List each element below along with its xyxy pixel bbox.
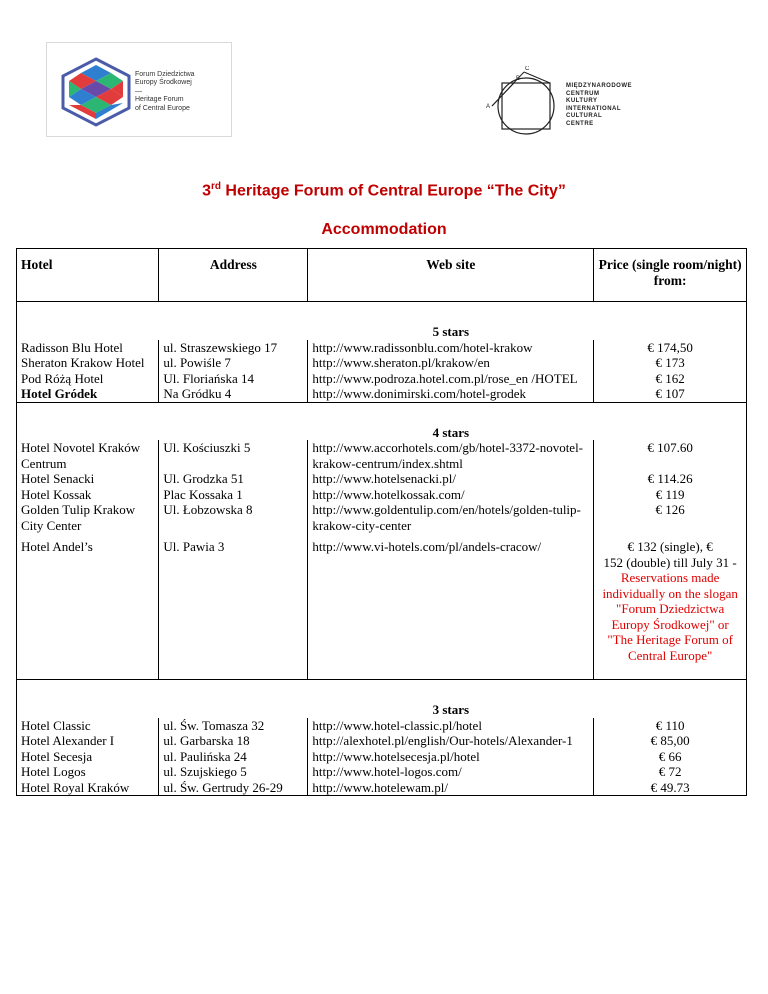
hotel-price — [594, 533, 747, 680]
hotel-address: ul. Paulińska 24 — [159, 749, 308, 765]
table-row — [17, 440, 747, 471]
header-web-site: Web site — [308, 249, 594, 302]
table-row — [17, 718, 747, 734]
page-subtitle: Accommodation — [321, 221, 447, 238]
hotel-website[interactable]: http://www.hotelsenacki.pl/ — [308, 471, 594, 487]
table-row — [17, 780, 747, 796]
table-row — [17, 749, 747, 765]
icc-logo-line: KULTURY — [566, 98, 598, 105]
category-row-5-stars — [17, 302, 747, 340]
table-row — [17, 487, 747, 503]
header-hotel: Hotel — [17, 249, 159, 302]
hotel-address: ul. Szujskiego 5 — [159, 764, 308, 780]
hotel-price: € 85,00 — [594, 733, 747, 749]
accommodation-table — [16, 248, 747, 796]
hotel-price: € 66 — [594, 749, 747, 765]
hotel-address: Plac Kossaka 1 — [159, 487, 308, 503]
hotel-address: Na Gródku 4 — [159, 386, 308, 402]
title-ordinal-suffix: rd — [210, 181, 221, 192]
hotel-website[interactable]: http://alexhotel.pl/english/Our-hotels/Alexander-1 — [308, 733, 594, 749]
hotel-website[interactable]: http://www.hotelewam.pl/ — [308, 780, 594, 796]
forum-hexagon-icon — [59, 57, 133, 127]
hotel-address: Ul. Pawia 3 — [159, 533, 308, 680]
icc-logo-text — [566, 83, 632, 129]
table-row — [17, 340, 747, 356]
hotel-website[interactable]: http://www.accorhotels.com/gb/hotel-3372-novotel-krakow-centrum/index.shtml — [308, 440, 594, 471]
hotel-address: Ul. Łobzowska 8 — [159, 502, 308, 533]
hotel-website[interactable]: http://www.hotel-logos.com/ — [308, 764, 594, 780]
hotel-name: Pod Różą Hotel — [17, 371, 159, 387]
hotel-website[interactable]: http://www.hotelsecesja.pl/hotel — [308, 749, 594, 765]
title-text: Heritage Forum of Central Europe “The City” — [220, 182, 566, 200]
forum-logo-line: of Central Europe — [135, 104, 190, 112]
hotel-price: € 174,50 — [594, 340, 747, 356]
table-row — [17, 471, 747, 487]
hotel-website[interactable]: http://www.vi-hotels.com/pl/andels-cracow/ — [308, 533, 594, 680]
hotel-price: € 72 — [594, 764, 747, 780]
hotel-name: Hotel Gródek — [17, 386, 159, 402]
hotel-name: Hotel Novotel Kraków Centrum — [17, 440, 159, 471]
header-address: Address — [159, 249, 308, 302]
hotel-address: ul. Św. Gertrudy 26-29 — [159, 780, 308, 796]
hotel-website[interactable]: http://www.podroza.hotel.com.pl/rose_en /HOTEL — [308, 371, 594, 387]
category-row-4-stars — [17, 402, 747, 440]
forum-logo-text — [135, 71, 195, 113]
hotel-name: Hotel Senacki — [17, 471, 159, 487]
category-label: 3 stars — [308, 680, 594, 718]
hotel-price: € 49.73 — [594, 780, 747, 796]
table-row — [17, 502, 747, 533]
table-header-row — [17, 249, 747, 302]
hotel-address: Ul. Kościuszki 5 — [159, 440, 308, 471]
hotel-address: Ul. Floriańska 14 — [159, 371, 308, 387]
hotel-price-single: € 132 (single), € — [627, 539, 713, 554]
page-title — [0, 181, 768, 200]
forum-logo-line: Europy Środkowej — [135, 79, 192, 87]
hotel-price: € 114.26 — [594, 471, 747, 487]
table-row — [17, 733, 747, 749]
hotel-name: Hotel Alexander I — [17, 733, 159, 749]
hotel-price: € 126 — [594, 502, 747, 533]
icc-logo-line: CULTURAL — [566, 113, 603, 120]
header-price: Price (single room/night) from: — [594, 249, 747, 302]
reservation-note: Reservations made individually on the slogan "Forum Dziedzictwa Europy Środkowej" or "The Heritage Forum of Central Europe" — [602, 570, 738, 663]
title-ordinal: 3 — [202, 182, 211, 200]
table-row — [17, 355, 747, 371]
icc-logo-line: CENTRE — [566, 120, 594, 127]
hotel-name: Radisson Blu Hotel — [17, 340, 159, 356]
hotel-website[interactable]: http://www.hotelkossak.com/ — [308, 487, 594, 503]
hotel-address: Ul. Grodzka 51 — [159, 471, 308, 487]
hotel-website[interactable]: http://www.donimirski.com/hotel-grodek — [308, 386, 594, 402]
forum-logo-line: Forum Dziedzictwa — [135, 71, 195, 78]
hotel-name: Hotel Royal Kraków — [17, 780, 159, 796]
hotel-price: € 110 — [594, 718, 747, 734]
hotel-name: Hotel Logos — [17, 764, 159, 780]
icc-letter-b: B — [516, 76, 521, 82]
hotel-price: € 162 — [594, 371, 747, 387]
hotel-address: ul. Powiśle 7 — [159, 355, 308, 371]
table-row — [17, 533, 747, 680]
hotel-website[interactable]: http://www.hotel-classic.pl/hotel — [308, 718, 594, 734]
icc-letter-c: C — [525, 66, 530, 72]
icc-logo-icon — [484, 66, 564, 138]
hotel-website[interactable]: http://www.goldentulip.com/en/hotels/golden-tulip-krakow-city-center — [308, 502, 594, 533]
hotel-address: ul. Św. Tomasza 32 — [159, 718, 308, 734]
table-row — [17, 764, 747, 780]
icc-logo-line: CENTRUM — [566, 90, 600, 97]
icc-letter-a: A — [486, 104, 491, 110]
forum-logo-line: Heritage Forum — [135, 96, 184, 104]
icc-logo-line: MIĘDZYNARODOWE — [566, 83, 632, 89]
hotel-price: € 107.60 — [594, 440, 747, 471]
hotel-price: € 119 — [594, 487, 747, 503]
hotel-address: ul. Garbarska 18 — [159, 733, 308, 749]
hotel-name: Hotel Classic — [17, 718, 159, 734]
category-row-3-stars — [17, 680, 747, 718]
forum-logo-line: — — [135, 87, 142, 95]
category-label: 4 stars — [308, 402, 594, 440]
hotel-price: € 173 — [594, 355, 747, 371]
forum-logo — [46, 42, 232, 137]
hotel-name: Hotel Secesja — [17, 749, 159, 765]
icc-logo-line: INTERNATIONAL — [566, 105, 622, 112]
hotel-name: Hotel Andel’s — [17, 533, 159, 680]
hotel-name: Hotel Kossak — [17, 487, 159, 503]
hotel-price: € 107 — [594, 386, 747, 402]
hotel-website[interactable]: http://www.sheraton.pl/krakow/en — [308, 355, 594, 371]
hotel-address: ul. Straszewskiego 17 — [159, 340, 308, 356]
hotel-price-double: 152 (double) till July 31 - — [603, 554, 737, 570]
hotel-name: Sheraton Krakow Hotel — [17, 355, 159, 371]
table-row — [17, 371, 747, 387]
hotel-name: Golden Tulip Krakow City Center — [17, 502, 159, 533]
hotel-website[interactable]: http://www.radissonblu.com/hotel-krakow — [308, 340, 594, 356]
category-label: 5 stars — [308, 302, 594, 340]
table-row — [17, 386, 747, 402]
